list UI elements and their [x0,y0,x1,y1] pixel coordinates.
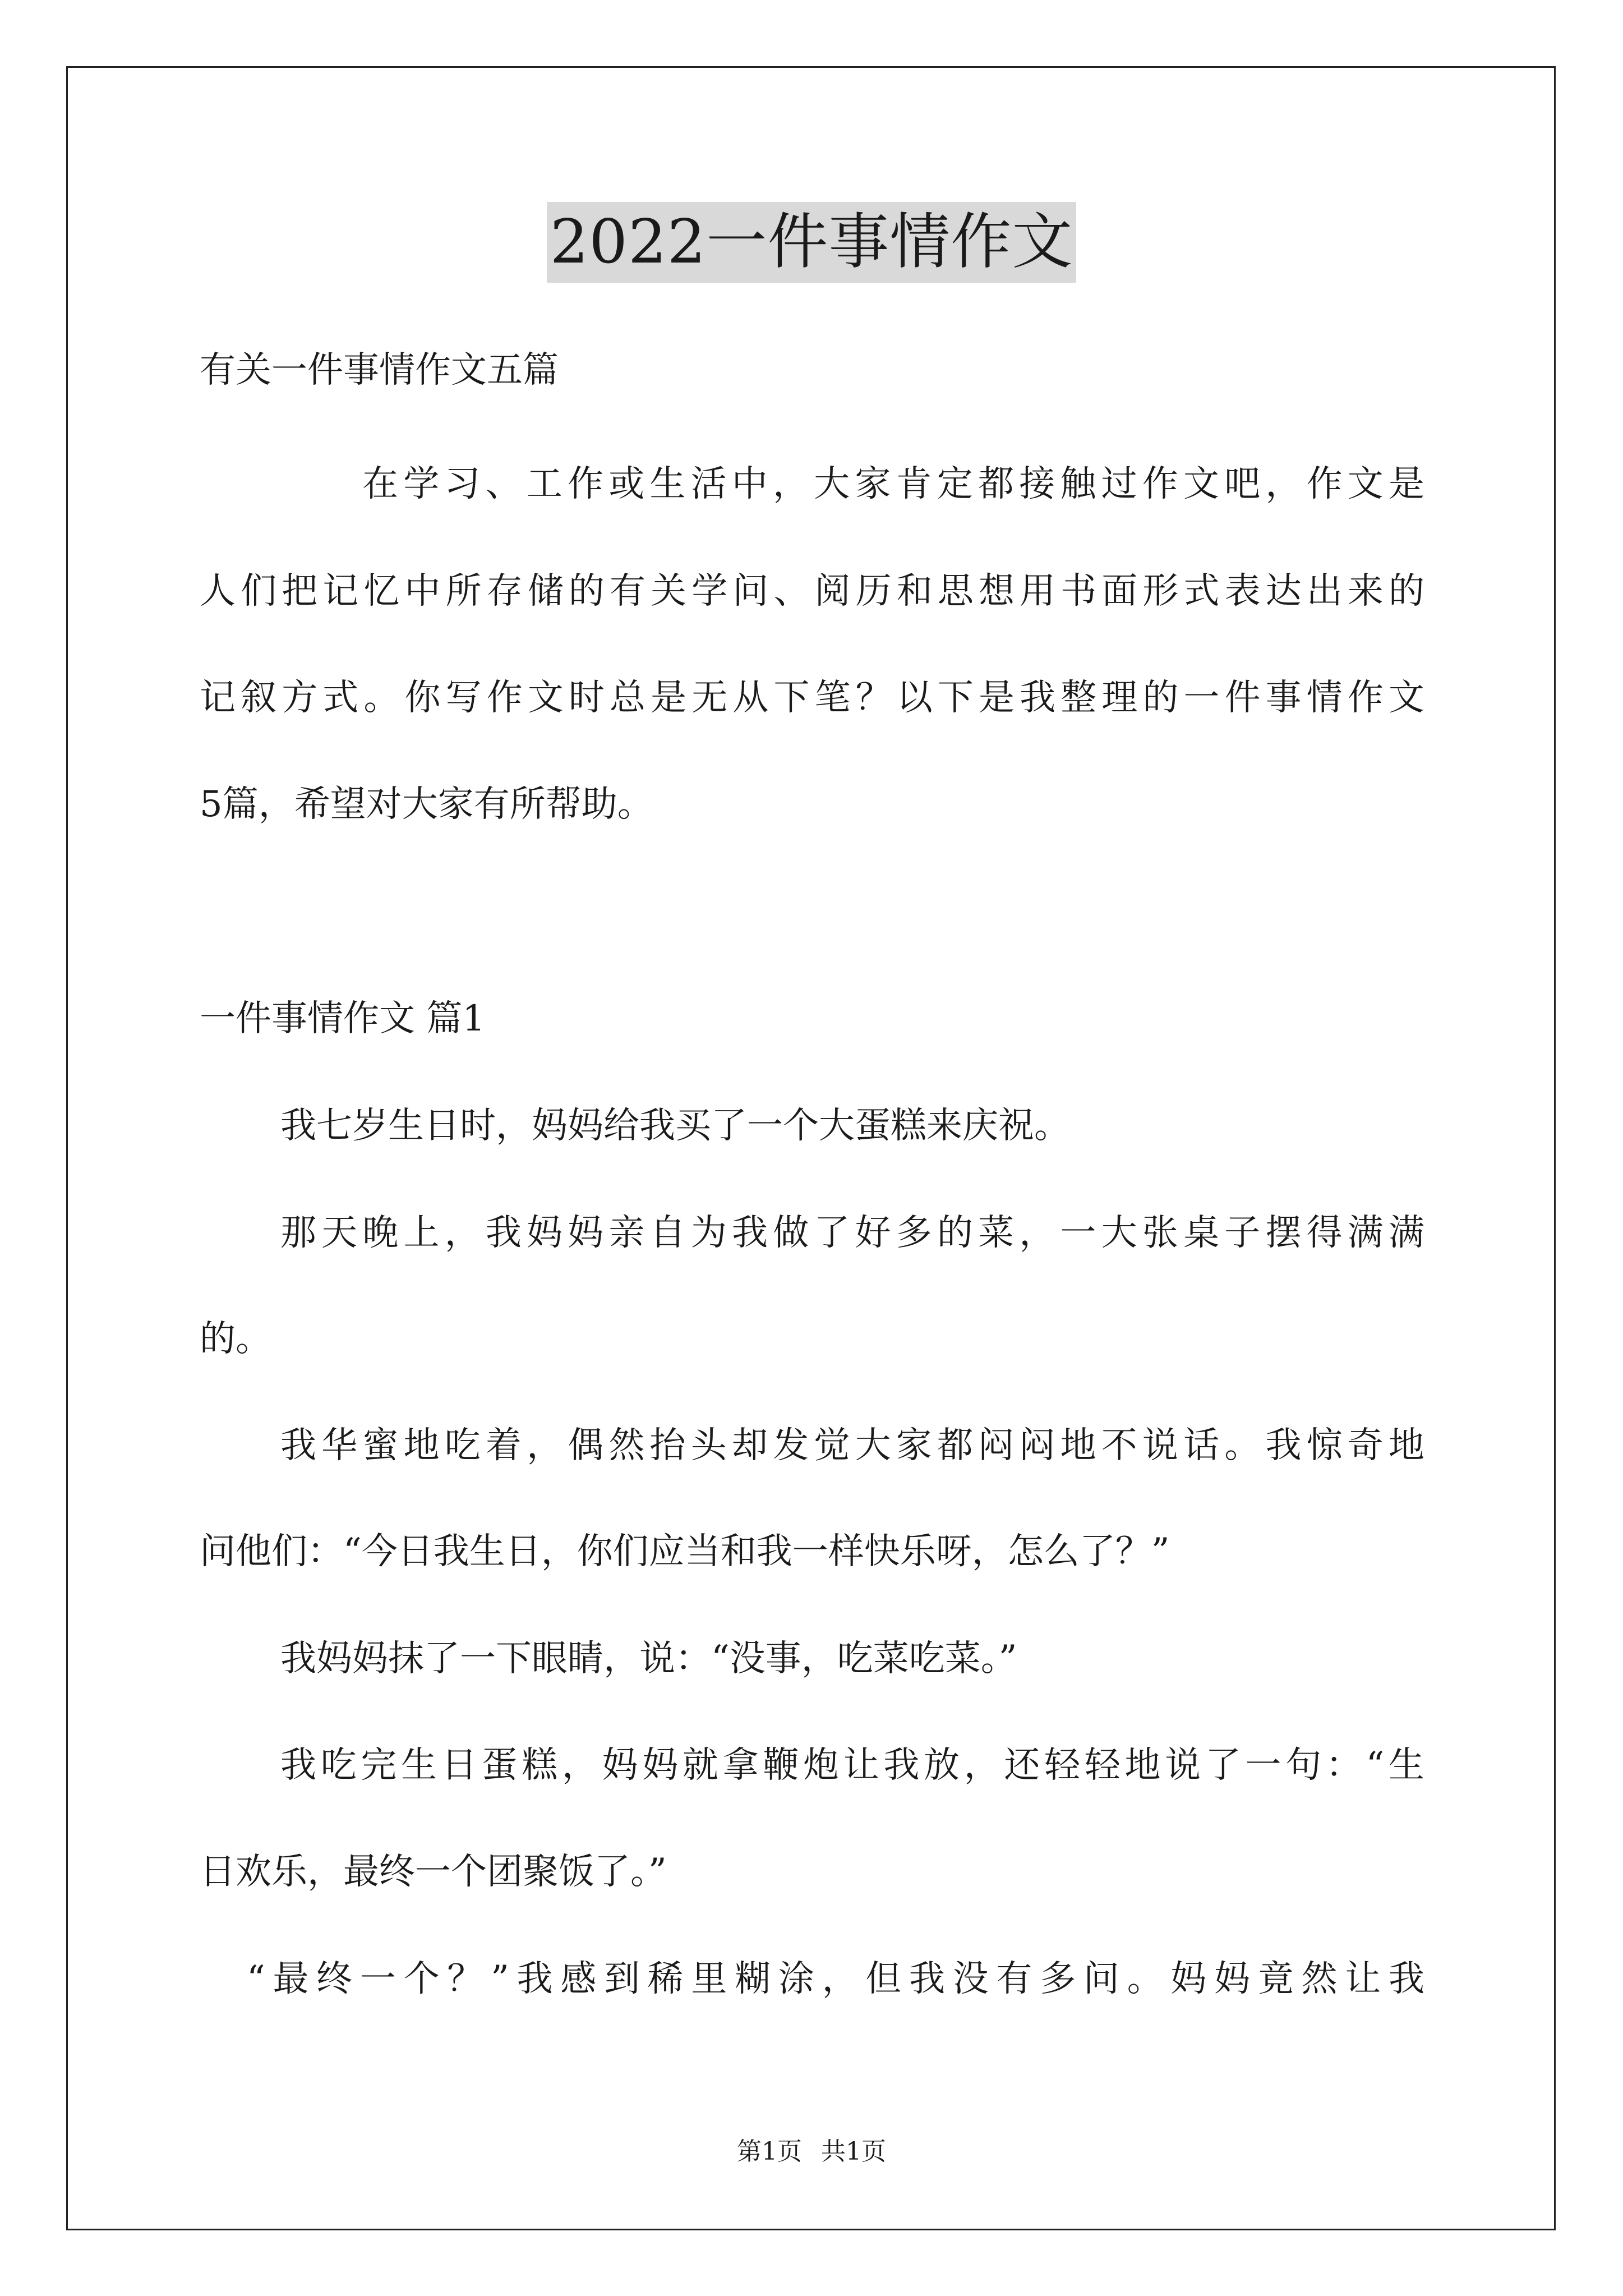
intro-line-3: 记叙方式。你写作文时总是无从下笔？以下是我整理的一件事情作文 [200,677,1424,719]
intro-line-1: 在学习、工作或生活中，大家肯定都接触过作文吧，作文是 [362,463,1424,505]
paragraph-line-4: 我华蜜地吃着，偶然抬头却发觉大家都闷闷地不说话。我惊奇地 [280,1425,1424,1466]
page-number: 第1页 [737,2137,802,2166]
section-heading: 一件事情作文 篇1 [200,998,486,1039]
paragraph-line-3: 的。 [200,1318,271,1360]
paragraph-line-7: 我吃完生日蛋糕，妈妈就拿鞭炮让我放，还轻轻地说了一句：“生 [280,1745,1424,1786]
title-container [0,202,1623,283]
intro-line-4: 5篇，希望对大家有所帮助。 [200,784,653,825]
paragraph-line-6: 我妈妈抹了一下眼睛，说：“没事，吃菜吃菜。” [280,1638,1017,1680]
intro-line-2: 人们把记忆中所存储的有关学问、阅历和思想用书面形式表达出来的 [200,570,1424,612]
document-title: 2022一件事情作文 [547,202,1077,283]
paragraph-line-1: 我七岁生日时，妈妈给我买了一个大蛋糕来庆祝。 [280,1105,1070,1147]
page-total: 共1页 [821,2137,886,2166]
paragraph-line-8: 日欢乐，最终一个团聚饭了。” [200,1851,667,1893]
subtitle-line: 有关一件事情作文五篇 [200,349,559,391]
paragraph-line-5: 问他们：“今日我生日，你们应当和我一样快乐呀，怎么了？” [200,1531,1170,1572]
page-footer [0,2136,1623,2168]
paragraph-line-2: 那天晚上，我妈妈亲自为我做了好多的菜，一大张桌子摆得满满 [280,1212,1424,1254]
paragraph-line-9: “最终一个？”我感到稀里糊涂，但我没有多问。妈妈竟然让我 [247,1958,1424,2000]
